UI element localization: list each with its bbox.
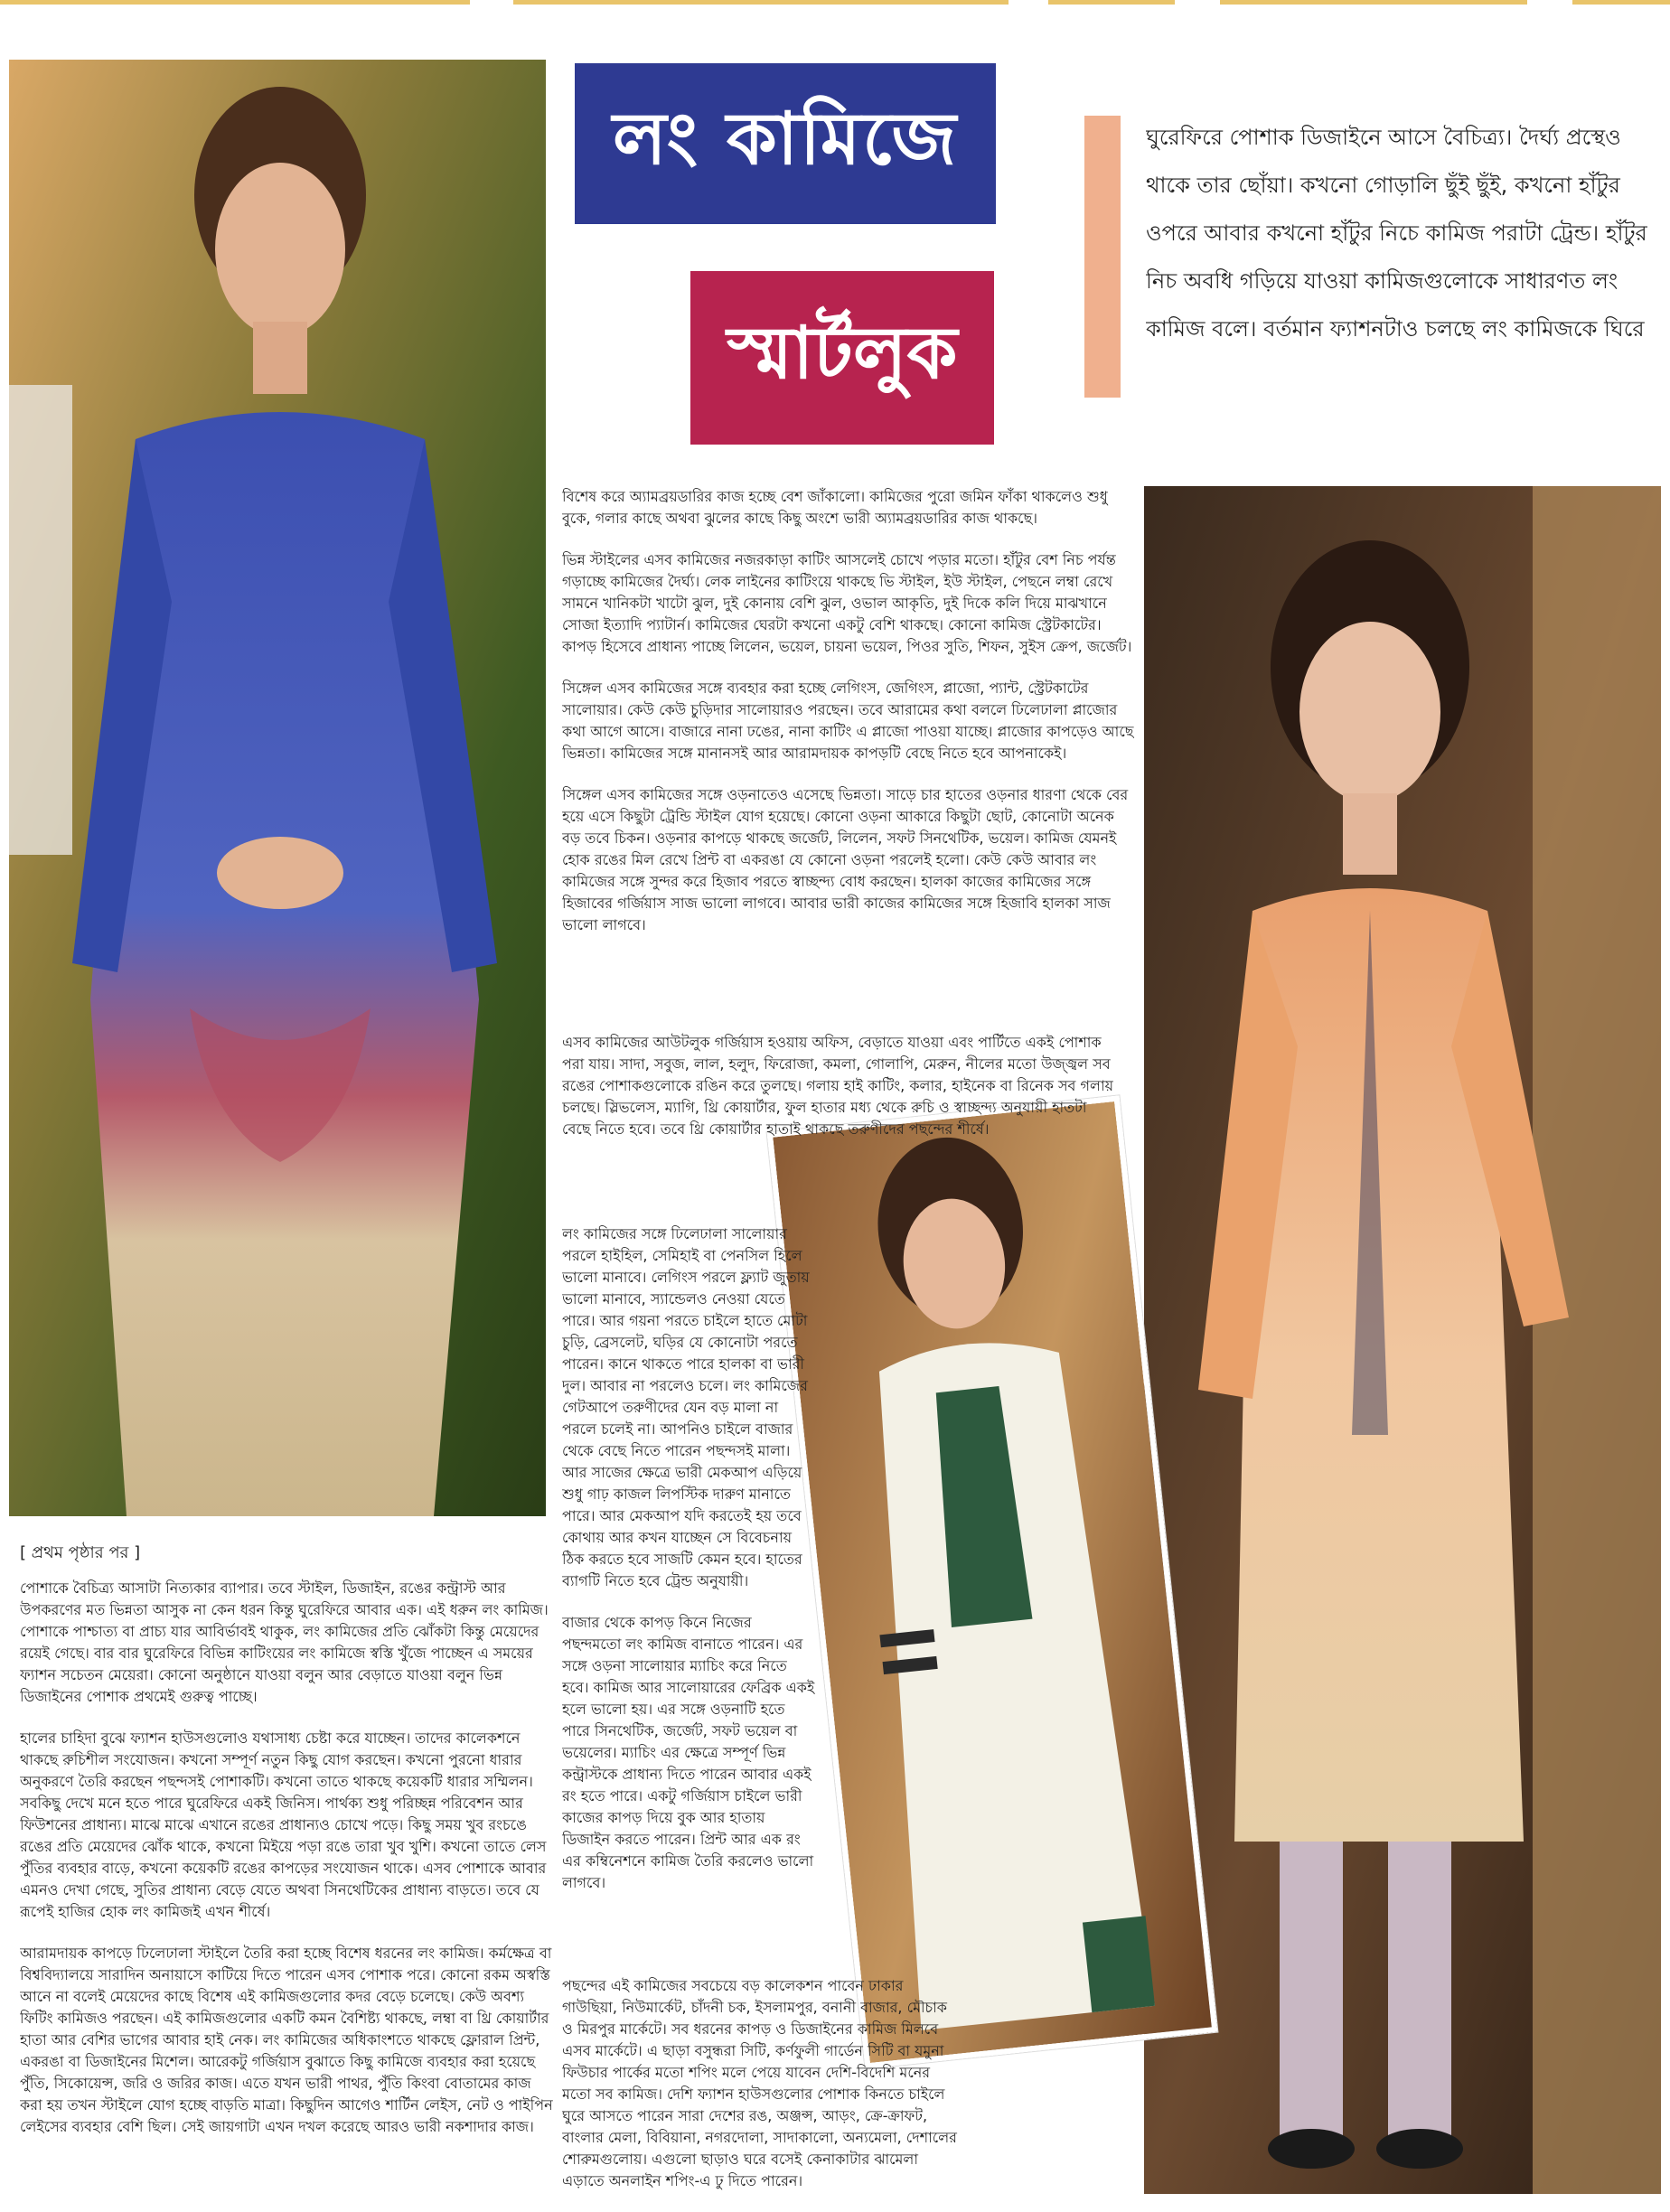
- paragraph: পছন্দের এই কামিজের সবচেয়ে বড় কালেকশন পাবেন ঢাকার গাউছিয়া, নিউমার্কেট, চাঁদনী চক, ইসলামপুর, বনানী বাজার, মৌচাক ও মিরপুর মার্কেটে। সব ধরনের কাপড় ও ডিজাইনের কামিজ মিলবে এসব মার্কেটে। এ ছাড়া বসুন্ধরা সিটি, কর্ণফুলী গার্ডেন সিটি বা যমুনা ফিউচার পার্কের মতো শপিং মলে পেয়ে যাবেন দেশি-বিদেশি মনের মতো সব কামিজ। দেশি ফ্যাশন হাউসগুলোর পোশাক কিনতে চাইলে ঘুরে আসতে পারেন সারা দেশের রঙ, অঞ্জন্স, আড়ং, ক্রে-ক্রাফট, বাংলার মেলা, বিবিয়ানা, নগরদোলা, সাদাকালো, অন্যমেলা, দেশালের শোরুমগুলোয়। এগুলো ছাড়াও ঘরে বসেই কেনাকাটার ঝামেলা এড়াতে অনলাইন শপিং-এ ঢু দিতে পারেন।: [562, 1977, 957, 2189]
- paragraph: বিশেষ করে অ্যামব্রয়ডারির কাজ হচ্ছে বেশ জাঁকালো। কামিজের পুরো জমিন ফাঁকা থাকলেও শুধু বুকে, গলার কাছে অথবা ঝুলের কাছে কিছু অংশে ভারী অ্যামব্রয়ডারির কাজ থাকছে।: [562, 488, 1108, 527]
- intro-paragraph: ঘুরেফিরে পোশাক ডিজাইনে আসে বৈচিত্র্য। দৈর্ঘ্য প্রস্থেও থাকে তার ছোঁয়া। কখনো গোড়ালি ছুঁই ছুঁই, কখনো হাঁটুর ওপরে আবার কখনো হাঁটুর নিচে কামিজ পরাটা ট্রেন্ড। হাঁটুর নিচ অবধি গড়িয়ে যাওয়া কামিজগুলোকে সাধারণত লং কামিজ বলে। বর্তমান ফ্যাশনটাও চলছে লং কামিজকে ঘিরে: [1146, 125, 1647, 342]
- paragraph: বাজার থেকে কাপড় কিনে নিজের পছন্দমতো লং কামিজ বানাতে পারেন। এর সঙ্গে ওড়না সালোয়ার ম্যাচিং করে নিতে হবে। কামিজ আর সালোয়ারের ফেব্রিক একই হলে ভালো হয়। এর সঙ্গে ওড়নাটি হতে পারে সিনথেটিক, জর্জেট, সফট ভয়েল বা ভয়েলের। ম্যাচিং এর ক্ষেত্রে সম্পূর্ণ ভিন্ন কন্ট্রাস্টকে প্রাধান্য দিতে পারেন আবার একই রং হতে পারে। একটু গর্জিয়াস চাইলে ভারী কাজের কাপড় দিয়ে বুক আর হাতায় ডিজাইন করতে পারেন। প্রিন্ট আর এক রং এর কম্বিনেশনে কামিজ তৈরি করলেও ভালো লাগবে।: [562, 1614, 815, 1891]
- paragraph: সিঙ্গেল এসব কামিজের সঙ্গে ব্যবহার করা হচ্ছে লেগিংস, জেগিংস, প্লাজো, প্যান্ট, স্ট্রেটকাটের সালোয়ার। কেউ কেউ চুড়িদার সালোয়ারও পরছেন। তবে আরামের কথা বললে ঢিলেঢালা প্লাজোর কথা আগে আসে। বাজারে নানা ঢঙের, নানা কাটিং এ প্লাজো পাওয়া যাচ্ছে। প্লাজোর কাপড়েও আছে ভিন্নতা। কামিজের সঙ্গে মানানসই আর আরামদায়ক কাপড়টি বেছে নিতে হবে আপনাকেই।: [562, 680, 1134, 762]
- right-model-photo: [1144, 486, 1661, 2194]
- paragraph: লং কামিজের সঙ্গে ঢিলেঢালা সালোয়ার পরলে হাইহিল, সেমিহাই বা পেনসিল হিলে ভালো মানাবে। লেগিংস পরলে ফ্ল্যাট জুতায় ভালো মানাবে, স্যান্ডেলও নেওয়া যেতে পারে। আর গয়না পরতে চাইলে হাতে মোটা চুড়ি, ব্রেসলেট, ঘড়ির যে কোনোটা পরতে পারেন। কানে থাকতে পারে হালকা বা ভারী দুল। আবার না পরলেও চলে। লং কামিজের গেটআপে তরুণীদের যেন বড় মালা না পরলে চলেই না। আপনিও চাইলে বাজার থেকে বেছে নিতে পারেন পছন্দসই মালা। আর সাজের ক্ষেত্রে ভারী মেকআপ এড়িয়ে শুধু গাঢ় কাজল লিপস্টিক দারুণ মানাতে পারে। আর মেকআপ যদি করতেই হয় তবে কোথায় আর কখন যাচ্ছেন সে বিবেচনায় ঠিক করতে হবে সাজটি কেমন হবে। হাতের ব্যাগটি নিতে হবে ট্রেন্ড অনুযায়ী।: [562, 1225, 810, 1589]
- top-accent-line: [0, 0, 1670, 5]
- middle-text-column-top: [562, 486, 1137, 956]
- paragraph: আরামদায়ক কাপড়ে ঢিলেঢালা স্টাইলে তৈরি করা হচ্ছে বিশেষ ধরনের লং কামিজ। কর্মক্ষেত্র বা বিশ্ববিদ্যালয়ে সারাদিন অনায়াসে কাটিয়ে দিতে পারেন এসব পোশাক পরে। কোনো রকম অস্বস্তি আনে না বলেই মেয়েদের কাছে বিশেষ এই কামিজগুলোর কদর বেড়ে চলেছে। কেউ অবশ্য ফিটিং কামিজও পরছেন। এই কামিজগুলোর একটি কমন বৈশিষ্ট্য থাকছে, লম্বা বা থ্রি কোয়ার্টার হাতা আর বেশির ভাগের আবার হাই নেক। লং কামিজের অধিকাংশতে থাকছে ফ্লোরাল প্রিন্ট, একরঙা বা ডিজাইনের মিশেল। আরেকটু গর্জিয়াস বুঝাতে কিছু কামিজে ব্যবহার করা হয়েছে পুঁতি, সিকোয়েন্স, জরি ও জরির কাজ। এতে যখন ভারী পাথর, পুঁতি কিংবা বোতামের কাজ করা হয় তখন স্টাইলে যোগ হচ্ছে বাড়তি মাত্রা। কিছুদিন আগেও শার্টিন লেইস, নেট ও পাইপিন লেইসের ব্যবহার বেশি ছিল। সেই জায়গাটা এখন দখল করেছে আরও ভারী নকশাদার কাজ।: [20, 1945, 553, 2135]
- intro-accent-bar: [1084, 116, 1121, 398]
- left-model-photo: [9, 60, 546, 1516]
- paragraph: সিঙ্গেল এসব কামিজের সঙ্গে ওড়নাতেও এসেছে ভিন্নতা। সাড়ে চার হাতের ওড়নার ধারণা থেকে বের হয়ে এসে কিছুটা ট্রেন্ডি স্টাইল যোগ হয়েছে। কোনো ওড়না আকারে কিছুটা ছোট, কোনোটা অনেক বড় তবে চিকন। ওড়নার কাপড়ে থাকছে জর্জেট, লিলেন, সফট সিনথেটিক, ভয়েল। কামিজ যেমনই হোক রঙের মিল রেখে প্রিন্ট বা একরঙা যে কোনো ওড়না পরলেই হলো। কেউ কেউ আবার লং কামিজের সঙ্গে সুন্দর করে হিজাব পরতে স্বাচ্ছন্দ্য বোধ করছেন। হালকা কাজের কামিজের সঙ্গে হিজাবের গর্জিয়াস সাজ ভালো লাগবে। আবার ভারী কাজের কামিজের সঙ্গে হিজাবি হালকা সাজ ভালো লাগবে।: [562, 786, 1129, 933]
- paragraph: পোশাকে বৈচিত্র্য আসাটা নিত্যকার ব্যাপার। তবে স্টাইল, ডিজাইন, রঙের কন্ট্রাস্ট আর উপকরণের মত ভিন্নতা আসুক না কেন ধরন কিন্তু ঘুরেফিরে আবার এক। এই ধরুন লং কামিজ। পোশাকে পাশ্চাত্য বা প্রাচ্য যার আবির্ভাবই থাকুক, লং কামিজের প্রতি ঝোঁকটা কিন্তু মেয়েদের রয়েই গেছে। বার বার ঘুরেফিরে বিভিন্ন কাটিংয়ের লং কামিজে স্বস্তি খুঁজে পাচ্ছেন এ সময়ের ফ্যাশন সচেতন মেয়েরা। কোনো অনুষ্ঠানে যাওয়া বলুন আর বেড়াতে যাওয়া বলুন ভিন্ন ডিজাইনের পোশাক প্রথমেই গুরুত্ব পাচ্ছে।: [20, 1579, 549, 1705]
- paragraph: এসব কামিজের আউটলুক গর্জিয়াস হওয়ায় অফিস, বেড়াতে যাওয়া এবং পার্টিতে একই পোশাক পরা যায়। সাদা, সবুজ, লাল, হলুদ, ফিরোজা, কমলা, গোলাপি, মেরুন, নীলের মতো উজ্জ্বল সব রঙের পোশাকগুলোকে রঙিন করে তুলছে। গলায় হাই কাটিং, কলার, হাইনেক বা রিনেক সব গলায় চলছে। স্লিভলেস, ম্যাগি, থ্রি কোয়ার্টার, ফুল হাতার মধ্য থেকে রুচি ও স্বাচ্ছন্দ্য অনুযায়ী হাতটা বেছে নিতে হবে। তবে থ্রি কোয়ার্টার হাতাই থাকছে তরুণীদের পছন্দের শীর্ষে।: [562, 1034, 1113, 1138]
- paragraph: ভিন্ন স্টাইলের এসব কামিজের নজরকাড়া কাটিং আসলেই চোখে পড়ার মতো। হাঁটুর বেশ নিচ পর্যন্ত গড়াচ্ছে কামিজের দৈর্ঘ্য। লেক লাইনের কাটিংয়ে থাকছে ভি স্টাইল, ইউ স্টাইল, পেছনে লম্বা রেখে সামনে খানিকটা খাটো ঝুল, দুই কোনায় বেশি ঝুল, ওভাল আকৃতি, দুই দিকে কলি দিয়ে মাঝখানে সোজা ইত্যাদি প্যাটার্ন। কামিজের ঘেরটা কখনো একটু বেশি থাকছে। কোনো কামিজ স্ট্রেটকাটের। কাপড় হিসেবে প্রাধান্য পাচ্ছে লিলেন, ভয়েল, চায়না ভয়েল, পিওর সুতি, শিফন, সুইস ক্রেপ, জর্জেট।: [562, 551, 1132, 655]
- continued-from-label: [ প্রথম পৃষ্ঠার পর ]: [20, 1543, 141, 1562]
- left-text-column: [20, 1578, 553, 2158]
- middle-text-column-narrow: [562, 1032, 1113, 1914]
- middle-text-column-bottom: [562, 1975, 960, 2212]
- headline-part-1: লং কামিজে: [575, 63, 996, 224]
- headline-part-2: স্মার্টলুক: [690, 271, 994, 445]
- paragraph: হালের চাহিদা বুঝে ফ্যাশন হাউসগুলোও যথাসাধ্য চেষ্টা করে যাচ্ছেন। তাদের কালেকশনে থাকছে রুচিশীল সংযোজন। কখনো সম্পূর্ণ নতুন কিছু যোগ করছেন। কখনো পুরনো ধারার অনুকরণে তৈরি করছেন পছন্দসই পোশাকটি। কখনো তাতে থাকছে কয়েকটি ধারার সম্মিলন। সবকিছু দেখে মনে হতে পারে ঘুরেফিরে একই জিনিস। পার্থক্য শুধু পরিচ্ছন্ন পরিবেশন আর ফিউশনের প্রাধান্য। মাঝে মাঝে এখানে রঙের প্রাধান্যও চোখে পড়ে। কিছু সময় খুব রংচঙে রঙের প্রতি মেয়েদের ঝোঁক থাকে, কখনো মিইয়ে পড়া রঙে তারা খুব খুশি। কখনো তাতে লেস পুঁতির ব্যবহার বাড়ে, কখনো কয়েকটি রঙের কাপড়ের সংযোজন থাকে। এসব পোশাকে আবার এমনও দেখা গেছে, সুতির প্রাধান্য বেড়ে যেতে অথবা সিনথেটিকের প্রাধান্য বাড়তে। তবে যে রূপেই হাজির হোক লং কামিজই এখন শীর্ষে।: [20, 1729, 547, 1920]
